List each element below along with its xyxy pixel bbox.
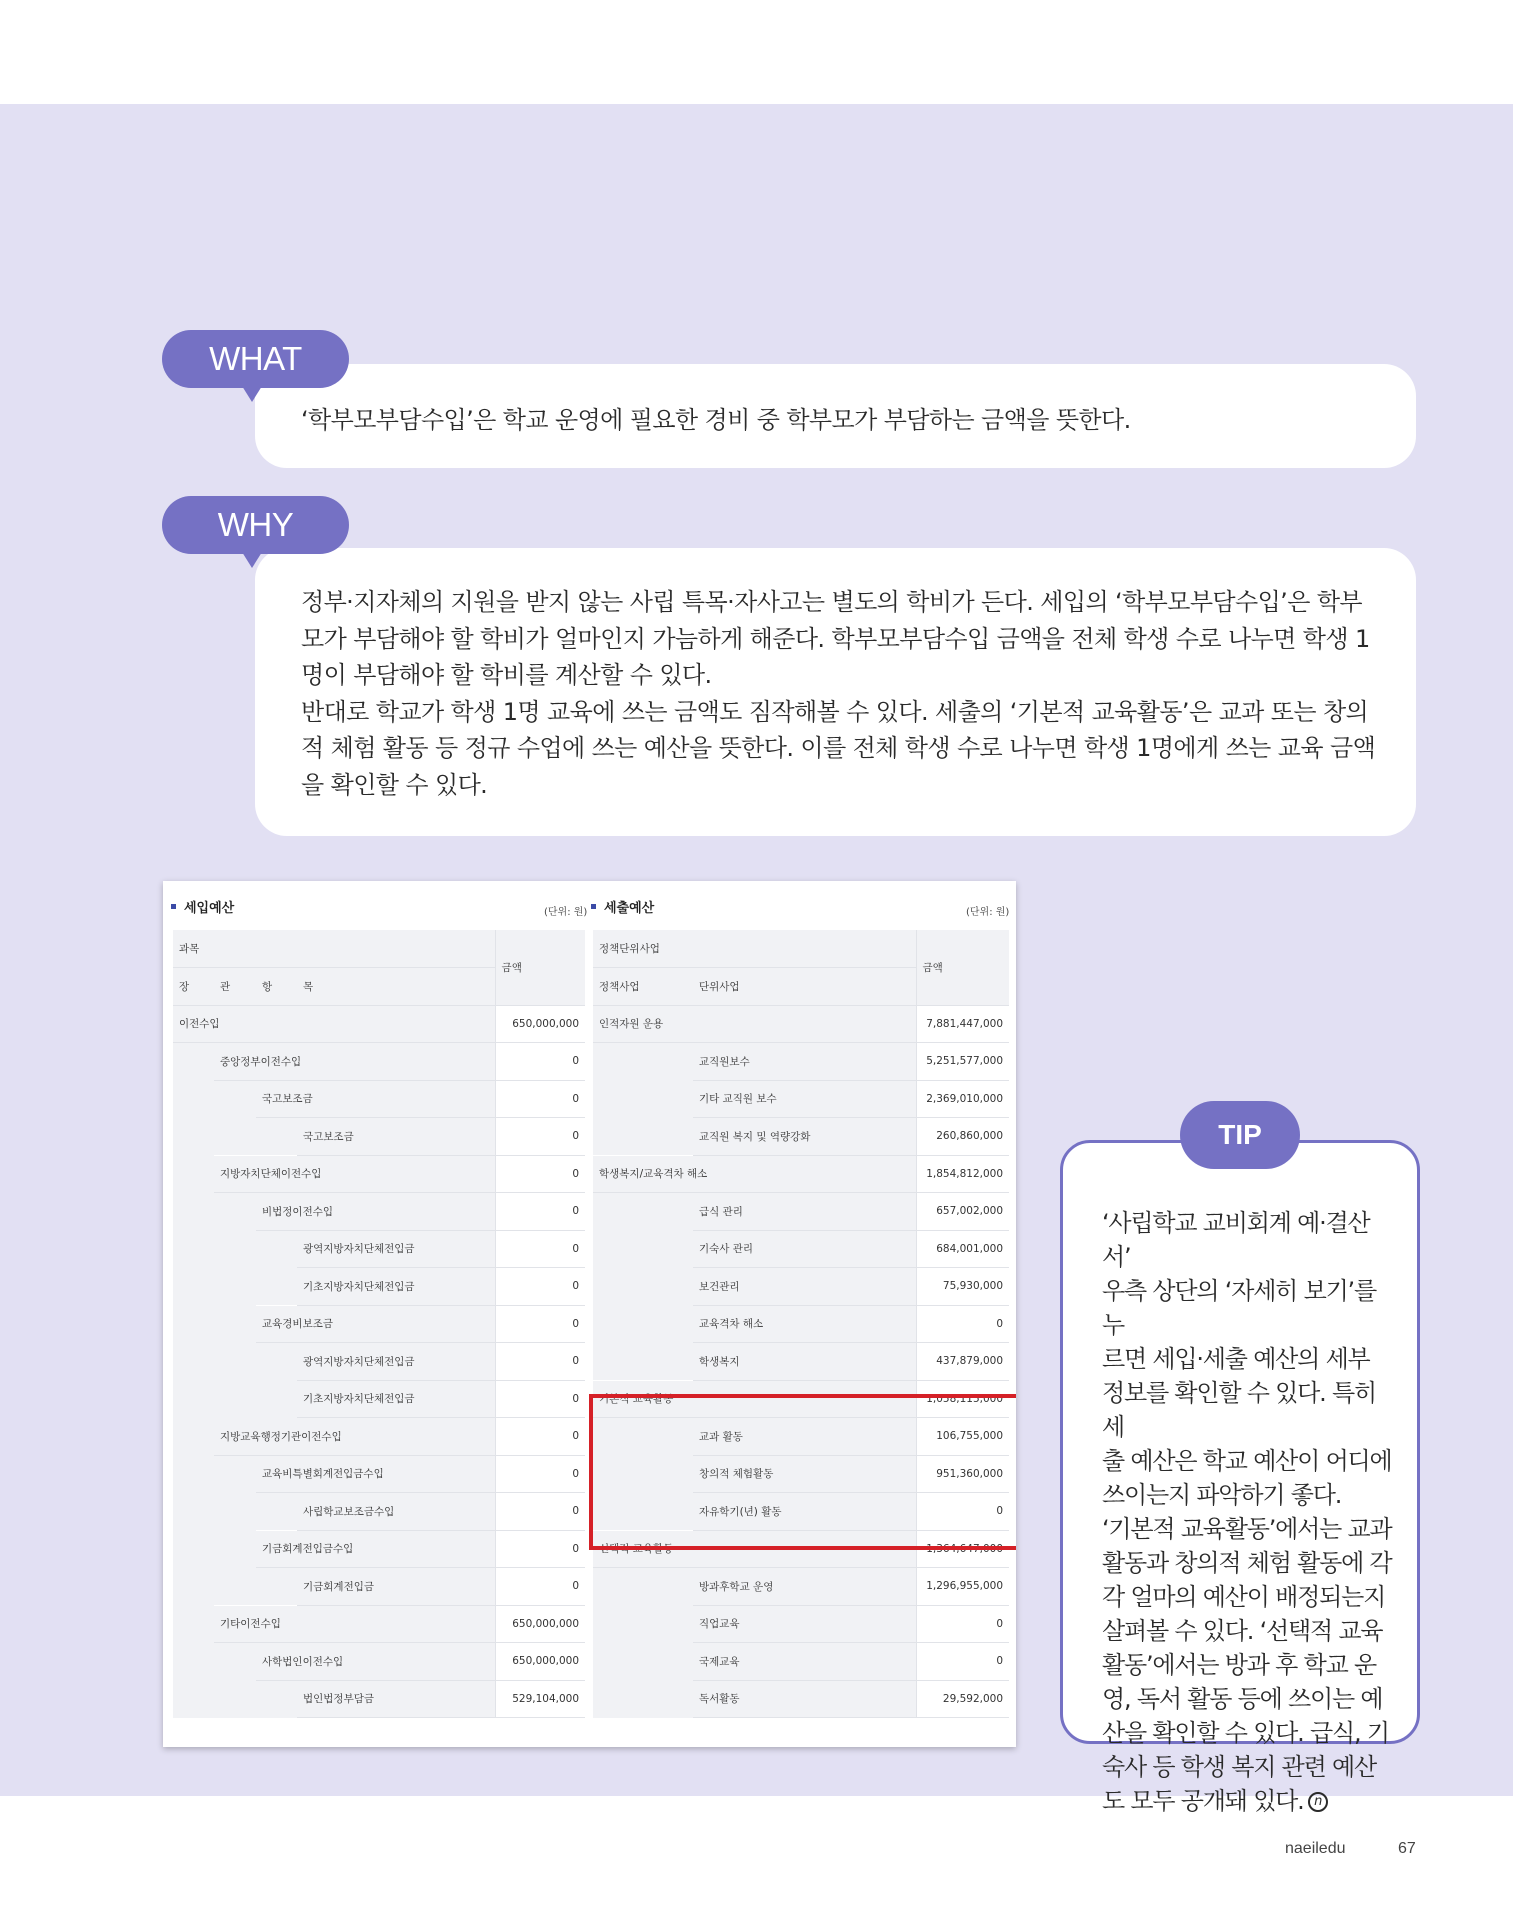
tip-line: 르면 세입·세출 예산의 세부	[1102, 1345, 1370, 1373]
tip-line-last	[1102, 1784, 1392, 1818]
revenue-header-mok: 목	[297, 968, 495, 1006]
highlight-box	[589, 1394, 1016, 1550]
table-row: 학생복지 437,879,000	[593, 1343, 1009, 1381]
table-row: 이전수입 650,000,000	[173, 1005, 585, 1043]
why-line: 정부·지자체의 지원을 받지 않는 사립 특목·자사고는 별도의 학비가 든다. 세입의 ‘학부모부담수입’은 학부	[301, 588, 1362, 616]
why-line: 반대로 학교가 학생 1명 교육에 쓰는 금액도 짐작해볼 수 있다. 세출의 ‘기본적 교육활동’은 교과 또는 창의	[301, 697, 1369, 726]
revenue-unit: (단위: 원)	[544, 907, 588, 918]
table-row: 지방교육행정기관이전수입 0	[173, 1418, 585, 1456]
table-row: 기금회계전입금수입 0	[173, 1530, 585, 1568]
table-row: 법인법정부담금 529,104,000	[173, 1680, 585, 1718]
revenue-header-jang: 장	[173, 968, 214, 1006]
table-row: 교육비특별회계전입금수입 0	[173, 1455, 585, 1493]
tip-line: 산을 확인할 수 있다. 급식, 기	[1102, 1719, 1389, 1747]
table-row: 교과 활동 106,755,000	[593, 1418, 1009, 1456]
table-row: 자유학기(년) 활동 0	[593, 1493, 1009, 1531]
what-card	[255, 364, 1416, 468]
table-row: 사학법인이전수입 650,000,000	[173, 1643, 585, 1681]
expenditure-header-unit: 단위사업	[693, 968, 916, 1006]
revenue-title: 세입예산	[171, 897, 234, 916]
tip-line: 활동과 창의적 체험 활동에 각	[1102, 1549, 1392, 1577]
footer-brand: naeiledu	[1285, 1840, 1346, 1857]
table-row: 급식 관리 657,002,000	[593, 1193, 1009, 1231]
why-line: 모가 부담해야 할 학비가 얼마인지 가늠하게 해준다. 학부모부담수입 금액을 전체 학생 수로 나누면 학생 1	[301, 624, 1370, 653]
table-row: 기타이전수입 650,000,000	[173, 1605, 585, 1643]
expenditure-title: 세출예산	[591, 897, 654, 916]
end-mark-icon: n	[1308, 1792, 1328, 1812]
table-row: 교육경비보조금 0	[173, 1305, 585, 1343]
budget-tables-image	[163, 881, 1016, 1747]
table-row: 중앙정부이전수입 0	[173, 1043, 585, 1081]
revenue-header-gwan: 관	[214, 968, 256, 1006]
table-row: 지방자치단체이전수입 0	[173, 1155, 585, 1193]
table-row: 비법정이전수입 0	[173, 1193, 585, 1231]
table-row: 기금회계전입금 0	[173, 1568, 585, 1606]
expenditure-unit: (단위: 원)	[966, 907, 1010, 918]
table-row: 기숙사 관리 684,001,000	[593, 1230, 1009, 1268]
tip-line: 활동’에서는 방과 후 학교 운	[1102, 1651, 1376, 1679]
table-row: 사립학교보조금수입 0	[173, 1493, 585, 1531]
revenue-header-hang: 항	[256, 968, 297, 1006]
table-row: 기타 교직원 보수 2,369,010,000	[593, 1080, 1009, 1118]
tip-line: ‘사립학교 교비회계 예·결산서’	[1102, 1209, 1370, 1271]
expenditure-header-policy: 정책사업	[593, 968, 693, 1006]
table-row: 선택적 교육활동 1,364,647,000	[593, 1530, 1009, 1568]
why-line: 명이 부담해야 할 학비를 계산할 수 있다.	[301, 661, 712, 689]
why-line: 을 확인할 수 있다.	[301, 770, 488, 799]
table-row: 국고보조금 0	[173, 1118, 585, 1156]
tip-text	[1102, 1206, 1392, 1818]
page-number: 67	[1398, 1840, 1416, 1857]
table-row: 학생복지/교육격차 해소 1,854,812,000	[593, 1155, 1009, 1193]
table-row: 교직원보수 5,251,577,000	[593, 1043, 1009, 1081]
tip-line: 쓰이는지 파악하기 좋다.	[1102, 1481, 1342, 1509]
why-card	[255, 548, 1416, 836]
table-row: 인적자원 운용 7,881,447,000	[593, 1005, 1009, 1043]
table-row: 광역지방자치단체전입금 0	[173, 1343, 585, 1381]
tip-line: 각 얼마의 예산이 배정되는지	[1102, 1583, 1386, 1611]
what-text: ‘학부모부담수입’은 학교 운영에 필요한 경비 중 학부모가 부담하는 금액을 뜻한다.	[301, 406, 1131, 434]
tip-line: 도 모두 공개돼 있다.	[1102, 1787, 1304, 1815]
table-row: 기초지방자치단체전입금 0	[173, 1268, 585, 1306]
table-row: 방과후학교 운영 1,296,955,000	[593, 1568, 1009, 1606]
table-row: 기초지방자치단체전입금 0	[173, 1380, 585, 1418]
revenue-table	[173, 930, 585, 1718]
expenditure-header-group: 정책단위사업	[593, 930, 916, 968]
tip-line: 살펴볼 수 있다. ‘선택적 교육	[1102, 1617, 1383, 1645]
why-line: 적 체험 활동 등 정규 수업에 쓰는 예산을 뜻한다. 이를 전체 학생 수로 나누면 학생 1명에게 쓰는 교육 금액	[301, 734, 1376, 762]
tip-line: ‘기본적 교육활동’에서는 교과	[1102, 1515, 1392, 1543]
table-row: 직업교육 0	[593, 1605, 1009, 1643]
revenue-header-amount: 금액	[495, 930, 585, 1005]
table-row: 교육격차 해소 0	[593, 1305, 1009, 1343]
expenditure-table	[593, 930, 1009, 1718]
tip-line: 우측 상단의 ‘자세히 보기’를 누	[1102, 1277, 1376, 1339]
table-row: 창의적 체험활동 951,360,000	[593, 1455, 1009, 1493]
tip-line: 정보를 확인할 수 있다. 특히 세	[1102, 1379, 1376, 1441]
tip-line: 숙사 등 학생 복지 관련 예산	[1102, 1753, 1376, 1781]
table-row: 국고보조금 0	[173, 1080, 585, 1118]
revenue-header-group: 과목	[173, 930, 495, 968]
tip-line: 출 예산은 학교 예산이 어디에	[1102, 1447, 1392, 1475]
table-row: 보건관리 75,930,000	[593, 1268, 1009, 1306]
table-row: 국제교육 0	[593, 1643, 1009, 1681]
tip-label: TIP	[1180, 1101, 1300, 1169]
what-label: WHAT	[162, 330, 349, 388]
table-row: 교직원 복지 및 역량강화 260,860,000	[593, 1118, 1009, 1156]
expenditure-header-amount: 금액	[916, 930, 1009, 1005]
table-row: 독서활동 29,592,000	[593, 1680, 1009, 1718]
table-row: 기본적 교육활동 1,058,115,000	[593, 1380, 1009, 1418]
table-row: 광역지방자치단체전입금 0	[173, 1230, 585, 1268]
why-label: WHY	[162, 496, 349, 554]
tip-line: 영, 독서 활동 등에 쓰이는 예	[1102, 1685, 1383, 1713]
